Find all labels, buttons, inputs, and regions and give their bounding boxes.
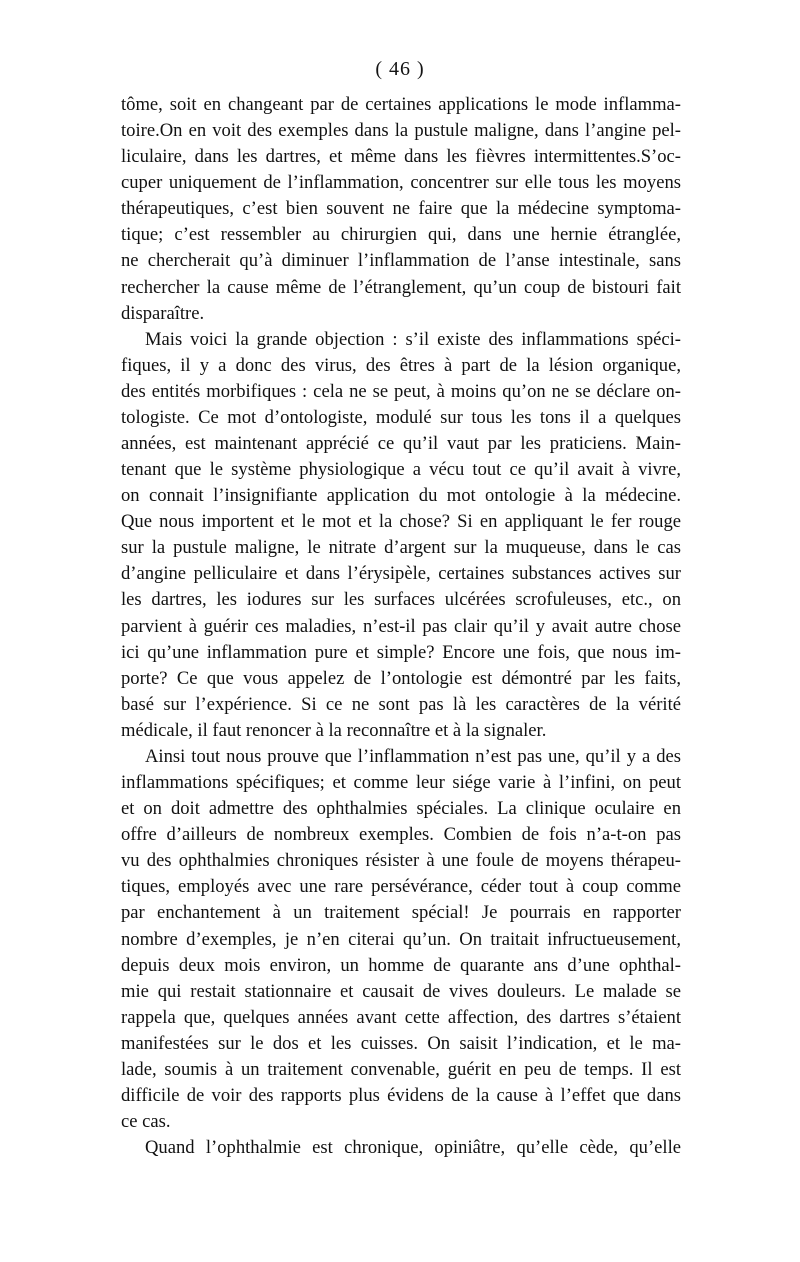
text-line: et on doit admettre des ophthalmies spéciales. La clinique oculaire en: [121, 798, 681, 820]
text-line: ne chercherait qu’à diminuer l’inflammation de l’anse intestinale, sans: [121, 250, 681, 272]
text-line: tiques, employés avec une rare persévérance, céder tout à coup comme: [121, 876, 681, 898]
text-line: les dartres, les iodures sur les surfaces ulcérées scrofuleuses, etc., on: [121, 589, 681, 611]
text-line: Mais voici la grande objection : s’il existe des inflammations spéci-: [145, 328, 681, 350]
text-line: rechercher la cause même de l’étranglement, qu’un coup de bistouri fait: [121, 276, 681, 298]
text-line: disparaître.: [121, 302, 205, 324]
text-line: vu des ophthalmies chroniques résister à une foule de moyens thérapeu-: [121, 850, 681, 872]
text-line: par enchantement à un traitement spécial! Je pourrais en rapporter: [121, 902, 681, 924]
page-number: ( 46 ): [375, 58, 425, 80]
text-line: thérapeutiques, c’est bien souvent ne faire que la médecine symptoma-: [121, 198, 681, 220]
text-line: ce cas.: [121, 1111, 171, 1133]
text-line: difficile de voir des rapports plus évidens de la cause à l’effet que dans: [121, 1084, 681, 1106]
text-line: rappela que, quelques années avant cette affection, des dartres s’étaient: [121, 1006, 681, 1028]
text-line: lade, soumis à un traitement convenable, guérit en peu de temps. Il est: [121, 1058, 681, 1080]
text-line: depuis deux mois environ, un homme de quarante ans d’une ophthal-: [121, 954, 681, 976]
text-line: sur la pustule maligne, le nitrate d’argent sur la muqueuse, dans le cas: [121, 537, 681, 559]
text-line: porte? Ce que vous appelez de l’ontologie est démontré par les faits,: [121, 667, 681, 689]
text-line: tique; c’est ressembler au chirurgien qui, dans une hernie étranglée,: [121, 224, 681, 246]
text-line: cuper uniquement de l’inflammation, concentrer sur elle tous les moyens: [121, 172, 681, 194]
text-line: nombre d’exemples, je n’en citerai qu’un. On traitait infructueusement,: [121, 928, 681, 950]
text-line: d’angine pelliculaire et dans l’érysipèle, certaines substances actives sur: [121, 563, 681, 585]
text-line: Quand l’ophthalmie est chronique, opiniâtre, qu’elle cède, qu’elle: [145, 1137, 681, 1159]
text-line: des entités morbifiques : cela ne se peut, à moins qu’on ne se déclare on-: [121, 380, 681, 402]
text-line: tenant que le système physiologique a vécu tout ce qu’il avait à vivre,: [121, 459, 681, 481]
text-line: on connait l’insignifiante application du mot ontologie à la médecine.: [121, 485, 681, 507]
text-line: ici qu’une inflammation pure et simple? Encore une fois, que nous im-: [121, 641, 681, 663]
text-line: médicale, il faut renoncer à la reconnaître et à la signaler.: [121, 719, 547, 741]
text-line: parvient à guérir ces maladies, n’est-il pas clair qu’il y avait autre chose: [121, 615, 681, 637]
text-line: mie qui restait stationnaire et causait de vives douleurs. Le malade se: [121, 980, 681, 1002]
text-line: tôme, soit en changeant par de certaines applications le mode inflamma-: [121, 94, 681, 115]
text-line: toire.On en voit des exemples dans la pustule maligne, dans l’angine pel-: [121, 120, 681, 142]
text-line: liculaire, dans les dartres, et même dans les fièvres intermittentes.S’oc-: [121, 146, 681, 168]
text-line: inflammations spécifiques; et comme leur siége varie à l’infini, on peut: [121, 772, 681, 794]
text-line: tologiste. Ce mot d’ontologiste, modulé sur tous les tons il a quelques: [121, 406, 681, 428]
text-line: années, est maintenant apprécié ce qu’il vaut par les praticiens. Main-: [121, 433, 681, 455]
body-text: [121, 92, 681, 1161]
text-line: offre d’ailleurs de nombreux exemples. Combien de fois n’a-t-on pas: [121, 824, 681, 846]
text-line: Que nous importent et le mot et la chose? Si en appliquant le fer rouge: [121, 511, 681, 533]
text-line: basé sur l’expérience. Si ce ne sont pas là les caractères de la vérité: [121, 693, 681, 715]
text-line: Ainsi tout nous prouve que l’inflammation n’est pas une, qu’il y a des: [145, 745, 681, 767]
text-line: manifestées sur le dos et les cuisses. On saisit l’indication, et le ma-: [121, 1032, 681, 1054]
text-line: fiques, il y a donc des virus, des êtres à part de la lésion organique,: [121, 354, 681, 376]
